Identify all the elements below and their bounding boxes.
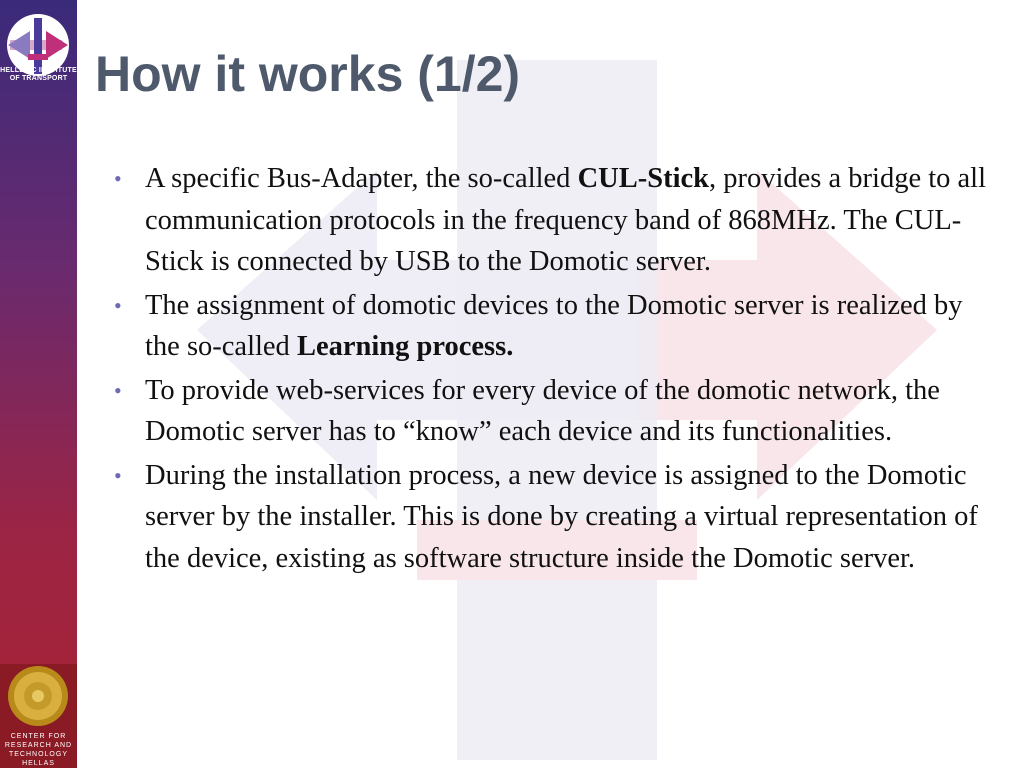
bullet-item-cul-stick (112, 158, 997, 283)
bullet-dot-icon: • (114, 462, 122, 488)
slide-title: How it works (1/2) (95, 46, 521, 102)
bullet-2-bold-term: Learning process. (296, 331, 514, 362)
bullet-item-web-services (112, 370, 997, 453)
certh-text-line-2: RESEARCH AND (4, 742, 73, 749)
certh-text-line-3: TECHNOLOGY (8, 751, 68, 758)
bullet-dot-icon: • (114, 292, 122, 318)
logo-text-line-1: HELLENIC INSTITUTE (0, 67, 77, 74)
sidebar (0, 0, 77, 768)
bullet-item-learning-process (112, 285, 997, 368)
certh-text-line-4: HELLAS (22, 760, 55, 767)
bullet-3-text: To provide web-services for every device of the domotic network, the Domotic server has to “know” each device and its functionalities. (145, 374, 940, 447)
bullet-4-text: During the installation process, a new device is assigned to the Domotic server by the installer. This is done by creating a virtual representation of the device, existing as software structure inside the Domotic server. (145, 459, 978, 574)
bullet-dot-icon: • (114, 166, 122, 191)
logo-text-line-2: OF TRANSPORT (9, 75, 68, 82)
certh-logo-text (0, 732, 77, 768)
bullet-list (112, 158, 997, 581)
bullet-1-text-start: A specific Bus-Adapter, the so-called (145, 163, 578, 194)
hellenic-institute-logo-text (0, 67, 77, 83)
bullet-dot-icon: • (114, 377, 122, 403)
bullet-1-bold-term: CUL-Stick (577, 163, 709, 194)
bullet-1-text-end: , provides a bridge to all communication protocols in the frequency band of 868MHz. The CUL-Stick is connected by USB to the Domotic server. (145, 163, 987, 277)
bullet-2-text-start: The assignment of domotic devices to the Domotic server is realized by the so-called (145, 289, 963, 362)
certh-text-line-1: CENTER FOR (10, 733, 67, 740)
golden-emblem-icon (0, 664, 77, 732)
bullet-item-installation (112, 455, 997, 580)
